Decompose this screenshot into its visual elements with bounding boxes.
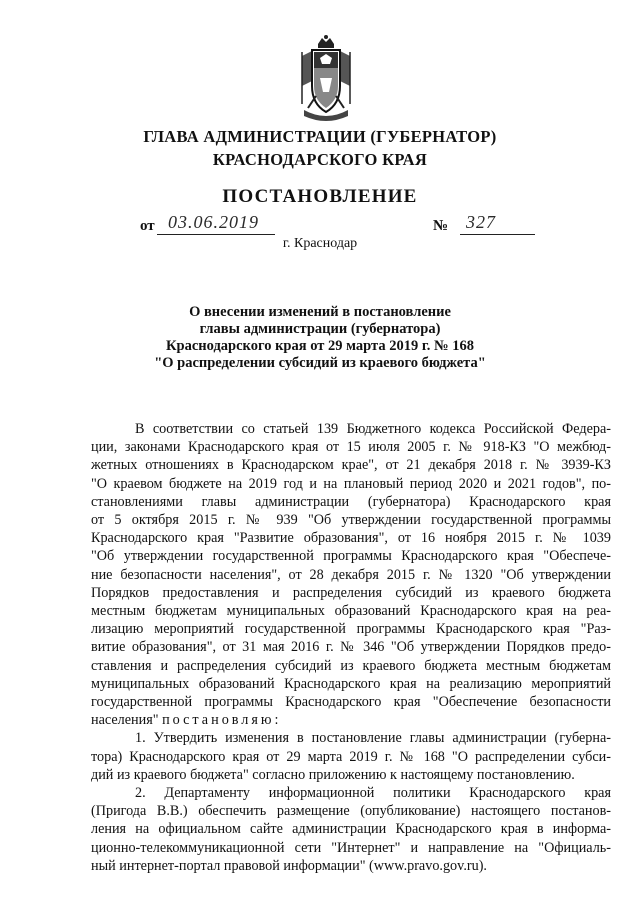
date-label: от: [140, 218, 155, 234]
body-line: дий из краевого бюджета" согласно приложению к настоящему постановлению.: [91, 766, 575, 783]
authority-title-line2: КРАСНОДАРСКОГО КРАЯ: [212, 150, 428, 169]
body-line: от 5 октября 2015 г. № 939 "Об утверждении государственной программы: [91, 512, 611, 529]
resolution-word: постановляю:: [162, 712, 282, 729]
body-line: жетных отношениях в Краснодарском крае", от 21 декабря 2018 г. № 3939-КЗ: [91, 457, 611, 474]
body-line: В соответствии со статьей 139 Бюджетного кодекса Российской Федера-: [135, 421, 611, 437]
body-line: ставления и распределения субсидий из краевого бюджета местным бюджетам: [91, 657, 611, 674]
authority-title-line1: ГЛАВА АДМИНИСТРАЦИИ (ГУБЕРНАТОР): [143, 127, 497, 146]
subject-line: О внесении изменений в постановление: [189, 304, 451, 320]
date-value: 03.06.2019: [168, 212, 259, 232]
body-line: ции, законами Краснодарского края от 15 июля 2005 г. № 918-КЗ "О межбюд-: [91, 439, 611, 456]
date-underline: [157, 234, 275, 235]
body-line: [91, 711, 611, 729]
body-line: ционно-телекоммуникационной сети "Интернет" и направление на "Официаль-: [91, 839, 611, 856]
subject-line: главы администрации (губернатора): [199, 321, 441, 337]
subject-line: Краснодарского края от 29 марта 2019 г. № 168: [166, 338, 474, 354]
body-line: "Об утверждении государственной программы Краснодарского края "Обеспече-: [91, 548, 611, 565]
body-line: Порядков предоставления и распределения субсидий из краевого бюджета: [91, 584, 611, 601]
body-line: становлениями главы администрации (губернатора) Краснодарского края: [91, 493, 611, 510]
body-line: государственной программы Краснодарского края "Обеспечение безопасности: [91, 694, 611, 711]
body-line: 1. Утвердить изменения в постановление главы администрации (губерна-: [135, 730, 611, 747]
krasnodar-krai-coat-of-arms-icon: [294, 34, 358, 126]
number-label: №: [433, 218, 449, 234]
body-line: "О краевом бюджете на 2019 год и на плановый период 2020 и 2021 годов", по-: [91, 475, 611, 492]
body-line: муниципальных образований Краснодарского края на реализацию мероприятий: [91, 675, 611, 692]
city-label: г. Краснодар: [282, 236, 358, 251]
body-line: 2. Департаменту информационной политики Краснодарского края: [135, 785, 611, 802]
document-type-title: ПОСТАНОВЛЕНИЕ: [222, 186, 418, 207]
body-line: витие образования", от 31 мая 2016 г. № 346 "Об утверждении Порядков предо-: [91, 639, 611, 656]
body-line: ления на официальном сайте администрации Краснодарского края в информа-: [91, 821, 611, 838]
number-value: 327: [466, 212, 496, 232]
body-line: тора) Краснодарского края от 29 марта 2019 г. № 168 "О распределении субси-: [91, 748, 611, 765]
body-line: лизацию мероприятий государственной программы Краснодарского края "Раз-: [91, 621, 611, 638]
body-line: ный интернет-портал правовой информации" (www.pravo.gov.ru).: [91, 857, 487, 874]
number-underline: [460, 234, 535, 235]
subject-line: "О распределении субсидий из краевого бюджета": [154, 355, 486, 371]
decree-body: [91, 420, 611, 875]
body-line: ние безопасности населения", от 28 декабря 2015 г. № 1320 "Об утверждении: [91, 566, 611, 583]
body-line: Краснодарского края "Развитие образования", от 16 ноября 2015 г. № 1039: [91, 530, 611, 547]
body-line-prefix: населения": [91, 712, 159, 729]
decree-subject: [0, 304, 640, 372]
body-line: (Пригода В.В.) обеспечить размещение (опубликование) настоящего постанов-: [91, 803, 611, 820]
body-line: местным бюджетам муниципальных образований Краснодарского края на реа-: [91, 603, 611, 620]
